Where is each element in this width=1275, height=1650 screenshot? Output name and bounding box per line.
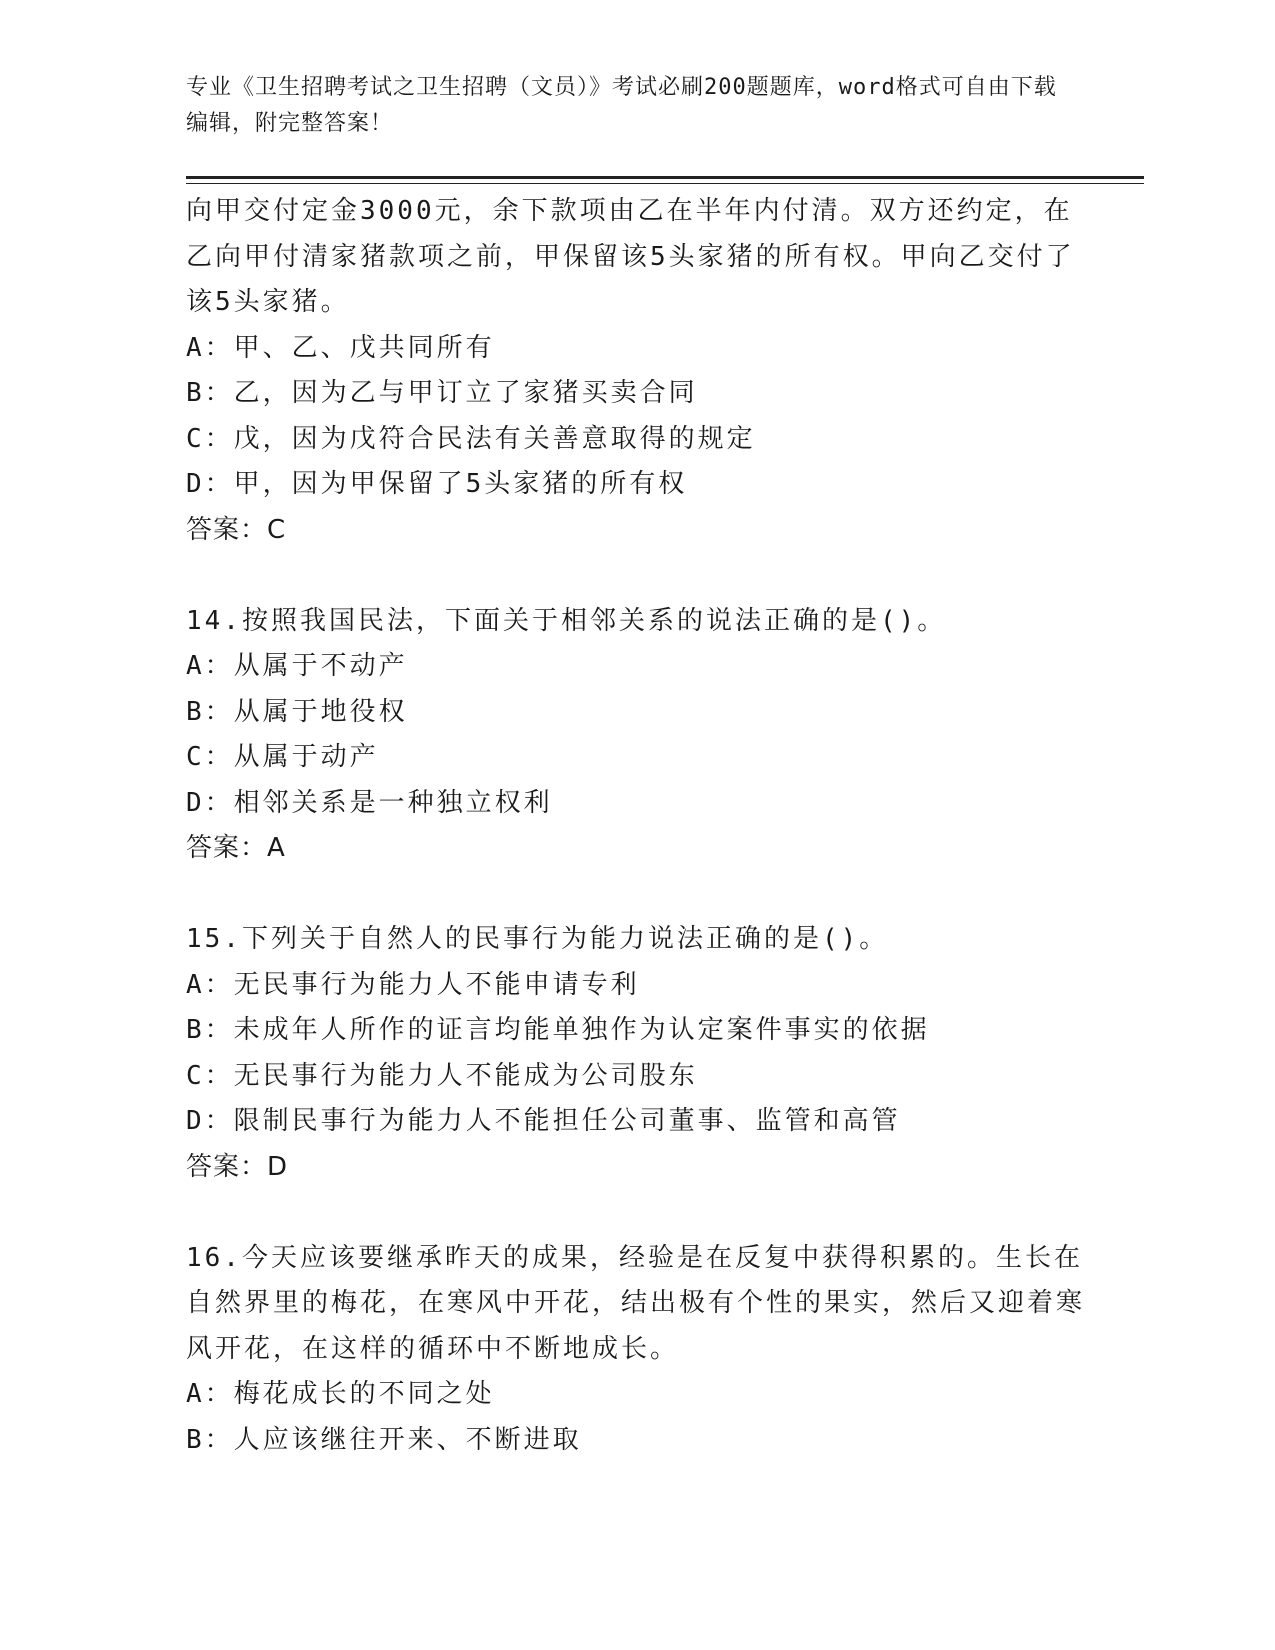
question-13-continuation: 向甲交付定金3000元，余下款项由乙在半年内付清。双方还约定，在乙向甲付清家猪款项之前，甲保留该5头家猪的所有权。甲向乙交付了该5头家猪。: [186, 196, 1075, 317]
document-title: 专业《卫生招聘考试之卫生招聘（文员）》考试必刷200题题库，word格式可自由下载编辑，附完整答案！: [186, 75, 1057, 136]
question-16-option-a: A：梅花成长的不同之处: [186, 1379, 495, 1409]
question-15-stem: 15.下列关于自然人的民事行为能力说法正确的是()。: [186, 924, 889, 954]
question-13-option-d: D：甲，因为甲保留了5头家猪的所有权: [186, 469, 688, 499]
question-14-answer: 答案：A: [186, 833, 286, 863]
header-divider-thick: [186, 176, 1144, 179]
question-16-stem: 16.今天应该要继承昨天的成果，经验是在反复中获得积累的。生长在自然界里的梅花，在寒风中开花，结出极有个性的果实，然后又迎着寒风开花，在这样的循环中不断地成长。: [186, 1242, 1086, 1364]
question-13-option-a: A：甲、乙、戊共同所有: [186, 332, 495, 363]
document-header: [186, 70, 1066, 142]
question-14-option-c: C：从属于动产: [186, 742, 379, 772]
question-16-option-b: B：人应该继往开来、不断进取: [186, 1424, 582, 1455]
question-16: [186, 1236, 1086, 1464]
question-13-answer: 答案：C: [186, 514, 287, 545]
question-14-option-b: B：从属于地役权: [186, 696, 408, 727]
question-15-option-a: A：无民事行为能力人不能申请专利: [186, 969, 640, 1000]
spacer: [186, 872, 1086, 918]
spacer: [186, 1190, 1086, 1236]
question-15: [186, 917, 1086, 1190]
question-14-option-d: D：相邻关系是一种独立权利: [186, 787, 553, 818]
document-body: [186, 189, 1086, 1463]
question-15-option-d: D：限制民事行为能力人不能担任公司董事、监管和高管: [186, 1106, 901, 1136]
question-15-option-b: B：未成年人所作的证言均能单独作为认定案件事实的依据: [186, 1015, 930, 1045]
question-14-stem: 14.按照我国民法，下面关于相邻关系的说法正确的是()。: [186, 605, 947, 636]
question-14-option-a: A：从属于不动产: [186, 651, 408, 681]
question-14: [186, 599, 1086, 872]
question-15-option-c: C：无民事行为能力人不能成为公司股东: [186, 1060, 698, 1091]
question-13-option-b: B：乙，因为乙与甲订立了家猪买卖合同: [186, 378, 698, 408]
question-15-answer: 答案：D: [186, 1151, 289, 1182]
spacer: [186, 553, 1086, 599]
question-13: [186, 189, 1086, 553]
header-divider-thin: [186, 183, 1144, 184]
question-13-option-c: C：戊，因为戊符合民法有关善意取得的规定: [186, 423, 756, 454]
